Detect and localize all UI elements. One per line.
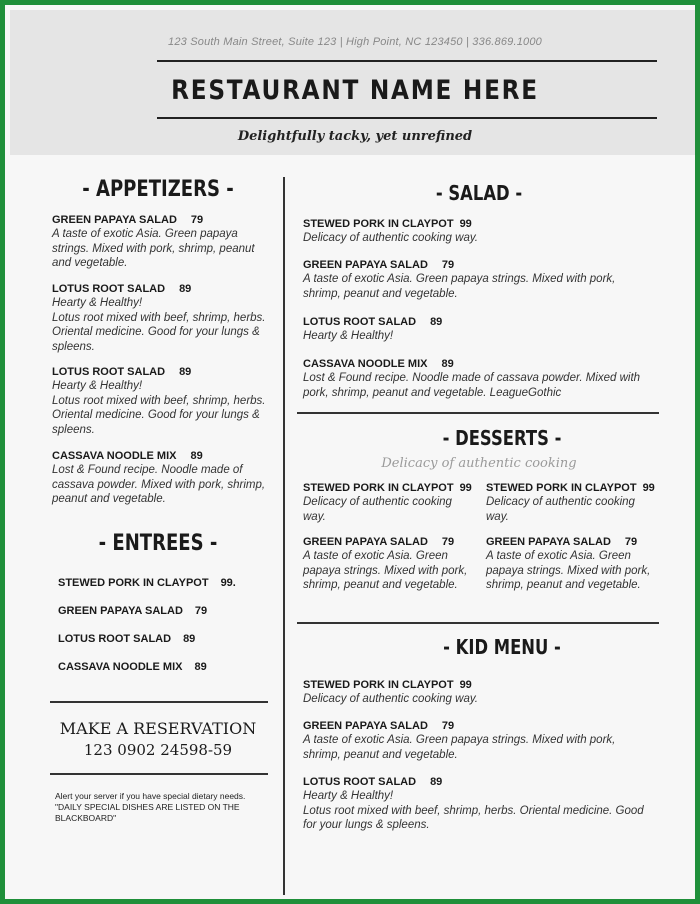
item-name: STEWED PORK IN CLAYPOT [303,679,454,691]
appetizers-heading: - APPETIZERS - [82,177,234,202]
item-price: 99 [459,218,472,230]
salad-item [303,217,655,246]
item-price: 79 [190,214,204,226]
kid-menu-item [303,719,655,762]
item-name: CASSAVA NOODLE MIX [52,450,177,462]
item-name: LOTUS ROOT SALAD [303,776,417,788]
item-price: 89 [430,316,443,328]
salad-item [303,315,655,344]
kid-menu-heading: - KID MENU - [443,635,561,659]
desserts-subtitle: Delicacy of authentic cooking [381,456,577,471]
restaurant-title: RESTAURANT NAME HERE [171,75,539,106]
note-line: Alert your server if you have special dietary needs. [55,791,246,801]
item-description: Lost & Found recipe. Noodle made of cassava powder. Mixed with pork, shrimp, peanut and vegetable. LeagueGothic [303,372,641,399]
item-name: STEWED PORK IN CLAYPOT [486,482,637,494]
item-name: CASSAVA NOODLE MIX [58,661,183,673]
divider [50,701,268,703]
divider [50,773,268,775]
dessert-item [486,535,658,593]
item-description: A taste of exotic Asia. Green papaya strings. Mixed with pork, shrimp, peanut and vegetable. [303,550,468,591]
entree-item [58,577,236,589]
item-price: 79 [624,536,638,548]
item-price: 99. [220,577,236,589]
item-price: 89 [179,366,192,378]
item-description: Delicacy of authentic cooking way. [486,496,635,523]
entrees-heading: - ENTREES - [98,531,218,556]
kid-menu-item [303,775,655,833]
item-name: GREEN PAPAYA SALAD [486,536,611,548]
item-name: GREEN PAPAYA SALAD [52,214,177,226]
item-description: Hearty & Healthy! Lotus root mixed with beef, shrimp, herbs. Oriental medicine. Good for your lungs & spleens. [303,790,644,831]
item-price: 99 [459,679,472,691]
appetizer-item [52,213,272,271]
salad-item [303,258,655,301]
item-description: Hearty & Healthy! Lotus root mixed with beef, shrimp, herbs. Oriental medicine. Good for your lungs & spleens. [52,297,266,353]
item-name: GREEN PAPAYA SALAD [303,720,428,732]
item-price: 99 [459,482,472,494]
appetizer-item [52,282,272,354]
dessert-item [303,535,475,593]
entree-item [58,633,195,645]
address-line: 123 South Main Street, Suite 123 | High Point, NC 123450 | 336.869.1000 [168,36,542,48]
item-price: 89 [430,776,443,788]
item-price: 89 [441,358,454,370]
item-price: 89 [190,450,203,462]
item-price: 89 [194,661,207,673]
item-name: STEWED PORK IN CLAYPOT [303,218,454,230]
entree-item [58,605,207,617]
item-name: LOTUS ROOT SALAD [52,366,166,378]
header-rule-bottom [157,117,657,119]
item-name: STEWED PORK IN CLAYPOT [58,577,209,589]
dietary-note [55,791,255,824]
salad-item [303,357,655,400]
item-name: GREEN PAPAYA SALAD [303,259,428,271]
kid-menu-item [303,678,655,707]
desserts-heading: - DESSERTS - [442,426,562,450]
appetizer-item [52,365,272,437]
item-description: A taste of exotic Asia. Green papaya strings. Mixed with pork, shrimp, peanut and vegetable. [303,734,616,761]
reservation-label: MAKE A RESERVATION [59,719,257,738]
item-description: Delicacy of authentic cooking way. [303,496,452,523]
entree-item [58,661,207,673]
item-description: Hearty & Healthy! [303,330,394,342]
dessert-item [303,481,475,524]
divider [297,412,659,414]
dessert-item [486,481,658,524]
appetizer-item [52,449,272,507]
item-price: 79 [441,536,455,548]
item-description: A taste of exotic Asia. Green papaya strings. Mixed with pork, shrimp, peanut and vegetable. [486,550,651,591]
item-price: 99 [642,482,655,494]
item-description: Delicacy of authentic cooking way. [303,232,478,244]
item-name: STEWED PORK IN CLAYPOT [303,482,454,494]
item-description: Lost & Found recipe. Noodle made of cassava powder. Mixed with pork, shrimp, peanut and vegetable. [52,464,266,505]
item-description: Hearty & Healthy! Lotus root mixed with beef, shrimp, herbs. Oriental medicine. Good for your lungs & spleens. [52,380,266,436]
divider [297,622,659,624]
item-name: GREEN PAPAYA SALAD [303,536,428,548]
item-name: GREEN PAPAYA SALAD [58,605,183,617]
item-description: Delicacy of authentic cooking way. [303,693,478,705]
reservation-phone: 123 0902 24598-59 [83,741,233,759]
item-price: 79 [194,605,208,617]
header-rule-top [157,60,657,62]
note-line: "DAILY SPECIAL DISHES ARE LISTED ON THE BLACKBOARD" [55,802,240,823]
item-name: LOTUS ROOT SALAD [58,633,172,645]
item-description: A taste of exotic Asia. Green papaya strings. Mixed with pork, shrimp, peanut and vegetable. [303,273,616,300]
item-description: A taste of exotic Asia. Green papaya strings. Mixed with pork, shrimp, peanut and vegetable. [52,228,255,269]
item-price: 79 [441,259,455,271]
item-name: LOTUS ROOT SALAD [303,316,417,328]
tagline: Delightfully tacky, yet unrefined [237,129,473,144]
item-name: CASSAVA NOODLE MIX [303,358,428,370]
column-divider [283,177,285,895]
item-price: 89 [183,633,196,645]
salad-heading: - SALAD - [435,181,523,205]
item-price: 89 [179,283,192,295]
item-price: 79 [441,720,455,732]
item-name: LOTUS ROOT SALAD [52,283,166,295]
